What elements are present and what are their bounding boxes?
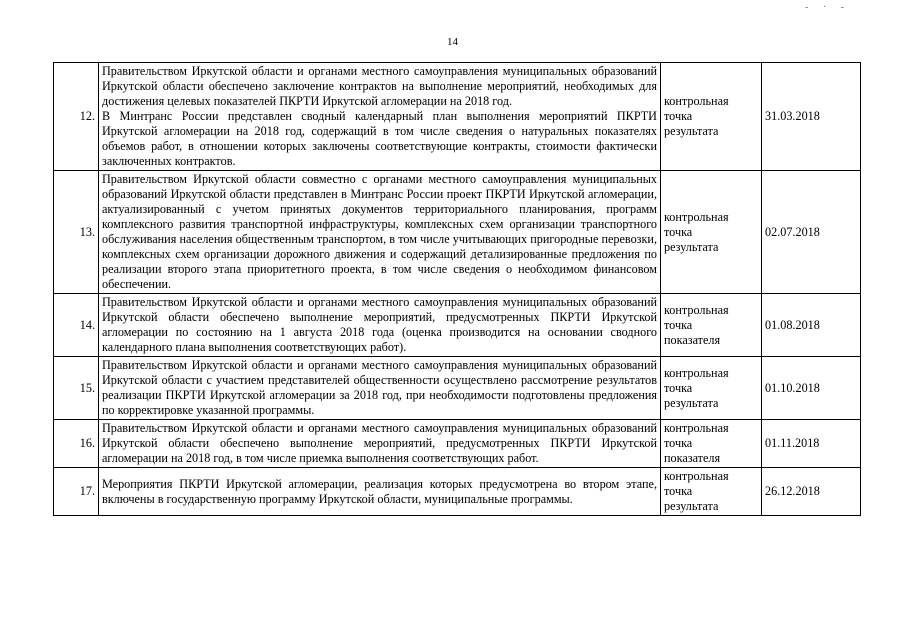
type-line: контрольная — [664, 421, 729, 435]
row-number: 13. — [54, 171, 99, 294]
event-description — [99, 420, 661, 468]
description-paragraph: Правительством Иркутской области и органами местного самоуправления муниципальных образований Иркутской области обеспечено выполнение мероприятий, предусмотренных ПКРТИ Иркутской агломерации по состоянию на 1 августа 2018 года (оценка производится на основании сводного календарного плана выполнения соответствующих работ). — [102, 295, 657, 354]
control-point-type — [661, 63, 762, 171]
type-line: результата — [664, 499, 719, 513]
type-line: точка — [664, 224, 693, 239]
type-line: контрольная — [664, 94, 729, 108]
table-body — [54, 63, 861, 516]
description-paragraph: Правительством Иркутской области и органами местного самоуправления муниципальных образований Иркутской области обеспечено заключение контрактов на выполнение мероприятий, необходимых для достижения целевых показателей ПКРТИ Иркутской агломерации на 2018 год. — [102, 64, 657, 108]
due-date: 01.10.2018 — [762, 357, 861, 420]
type-line: контрольная — [664, 302, 729, 317]
due-date: 02.07.2018 — [762, 171, 861, 294]
type-line: точка — [664, 317, 693, 332]
due-date: 26.12.2018 — [762, 468, 861, 516]
event-description — [99, 63, 661, 171]
description-paragraph: Правительством Иркутской области и органами местного самоуправления муниципальных образований Иркутской области с участием представителей общественности осуществлено рассмотрение результатов реализации ПКРТИ Иркутской агломерации за 2018 год, при необходимости подготовлены предложения по корректировке указанной программы. — [102, 358, 657, 417]
due-date: 31.03.2018 — [762, 63, 861, 171]
control-point-type — [661, 294, 762, 357]
event-description — [99, 357, 661, 420]
event-description — [99, 171, 661, 294]
table-row — [54, 294, 861, 357]
description-paragraph: Правительством Иркутской области и органами местного самоуправления муниципальных образований Иркутской области обеспечено выполнение мероприятий, предусмотренных ПКРТИ Иркутской агломерации на 2018 год, в том числе приемка выполнения соответствующих работ. — [102, 421, 657, 465]
description-paragraph: Правительством Иркутской области совместно с органами местного самоуправления муниципальных образований Иркутской области представлен в Минтранс России проект ПКРТИ Иркутской агломерации, актуализированный с учетом принятых документов территориального планирования, программ комплексного развития транспортной инфраструктуры, комплексных схем организации транспортного обслуживания населения общественным транспортом, в том числе учитывающих пригородные перевозки, комплексных схем организации дорожного движения и содержащий детализированные предложения по реализации второго этапа приоритетного проекта, в том числе сведения о необходимом финансовом обеспечении. — [102, 172, 657, 291]
type-line: показателя — [664, 332, 721, 347]
event-description — [99, 468, 661, 516]
type-line: точка — [664, 109, 693, 123]
type-line: показателя — [664, 451, 721, 465]
type-line: точка — [664, 380, 693, 395]
type-line: результата — [664, 239, 719, 254]
due-date: 01.08.2018 — [762, 294, 861, 357]
type-line: контрольная — [664, 469, 729, 483]
control-point-type — [661, 171, 762, 294]
row-number: 12. — [54, 63, 99, 171]
due-date: 01.11.2018 — [762, 420, 861, 468]
control-points-table — [53, 62, 861, 516]
row-number: 16. — [54, 420, 99, 468]
table-row — [54, 420, 861, 468]
type-line: результата — [664, 395, 719, 410]
table-row — [54, 468, 861, 516]
page-number: 14 — [447, 36, 458, 48]
control-point-type — [661, 468, 762, 516]
type-line: результата — [664, 124, 719, 138]
description-paragraph: В Минтранс России представлен сводный календарный план выполнения мероприятий ПКРТИ Иркутской агломерации на 2018 год, содержащий в том числе сведения о натуральных показателях объемов работ, в отношении которых заключены соответствующие контракты, стоимости фактически заключенных контрактов. — [102, 109, 657, 168]
description-paragraph: Мероприятия ПКРТИ Иркутской агломерации, реализация которых предусмотрена во втором этапе, включены в государственную программу Иркутской области, муниципальные программы. — [102, 476, 657, 506]
type-line: контрольная — [664, 365, 729, 380]
corner-marks: - · - — [805, 2, 850, 13]
table-row — [54, 63, 861, 171]
control-point-type — [661, 420, 762, 468]
type-line: точка — [664, 436, 693, 450]
row-number: 15. — [54, 357, 99, 420]
control-point-type — [661, 357, 762, 420]
row-number: 14. — [54, 294, 99, 357]
row-number: 17. — [54, 468, 99, 516]
type-line: контрольная — [664, 209, 729, 224]
table-row — [54, 357, 861, 420]
event-description — [99, 294, 661, 357]
type-line: точка — [664, 484, 693, 498]
table-row — [54, 171, 861, 294]
